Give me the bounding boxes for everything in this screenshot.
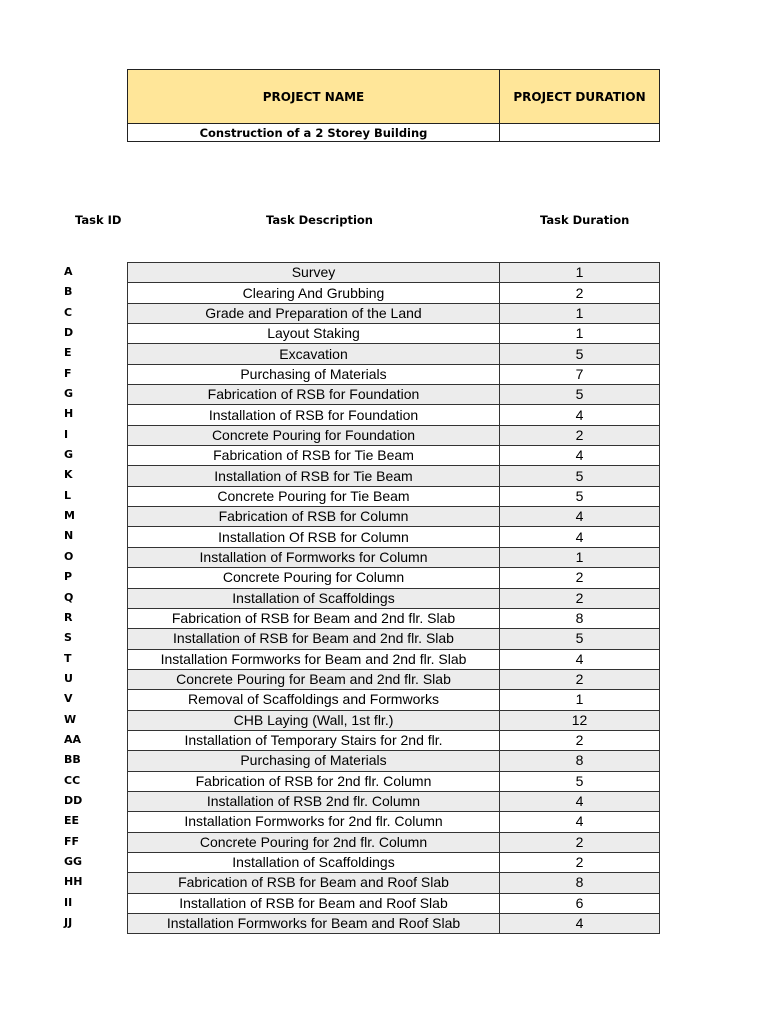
task-description-cell[interactable]: Purchasing of Materials — [128, 751, 500, 771]
table-row — [128, 446, 660, 466]
task-id: A — [64, 265, 73, 278]
task-duration-cell[interactable]: 1 — [500, 547, 660, 567]
table-row — [128, 649, 660, 669]
task-duration-cell[interactable]: 7 — [500, 364, 660, 384]
task-description-cell[interactable]: Fabrication of RSB for Beam and Roof Slab — [128, 873, 500, 893]
task-id: N — [64, 529, 74, 543]
table-row — [128, 669, 660, 689]
task-id: K — [64, 468, 73, 482]
task-id: M — [64, 509, 75, 523]
table-row — [128, 486, 660, 506]
task-description-cell[interactable]: Installation of Scaffoldings — [128, 852, 500, 872]
task-duration-cell[interactable]: 5 — [500, 771, 660, 791]
table-row — [128, 812, 660, 832]
task-duration-cell[interactable]: 4 — [500, 446, 660, 466]
table-row — [128, 385, 660, 405]
project-duration-value[interactable] — [500, 124, 660, 142]
table-row — [128, 568, 660, 588]
task-id: BB — [64, 753, 81, 767]
task-id: FF — [64, 834, 80, 848]
task-id: W — [64, 712, 77, 726]
table-row — [128, 914, 660, 934]
task-description-cell[interactable]: Fabrication of RSB for Column — [128, 507, 500, 527]
task-duration-cell[interactable]: 5 — [500, 466, 660, 486]
task-description-cell[interactable]: Concrete Pouring for Beam and 2nd flr. Slab — [128, 669, 500, 689]
task-description-cell[interactable]: Installation of RSB 2nd flr. Column — [128, 791, 500, 811]
task-duration-cell[interactable]: 2 — [500, 588, 660, 608]
table-row — [128, 730, 660, 750]
task-description-cell[interactable]: Concrete Pouring for Tie Beam — [128, 486, 500, 506]
task-duration-cell[interactable]: 4 — [500, 527, 660, 547]
task-id: II — [64, 895, 73, 909]
task-duration-cell[interactable]: 1 — [500, 263, 660, 283]
task-id-list — [64, 262, 104, 933]
task-duration-cell[interactable]: 5 — [500, 629, 660, 649]
task-id: B — [64, 285, 73, 299]
table-row — [128, 507, 660, 527]
task-description-cell[interactable]: Fabrication of RSB for Foundation — [128, 385, 500, 405]
task-description-cell[interactable]: Installation of RSB for Foundation — [128, 405, 500, 425]
task-duration-cell[interactable]: 1 — [500, 303, 660, 323]
task-description-cell[interactable]: Purchasing of Materials — [128, 364, 500, 384]
task-description-cell[interactable]: Installation Of RSB for Column — [128, 527, 500, 547]
task-id-heading: Task ID — [75, 213, 122, 227]
task-table — [127, 262, 660, 934]
task-duration-cell[interactable]: 5 — [500, 344, 660, 364]
task-duration-heading: Task Duration — [540, 213, 630, 227]
table-row — [128, 527, 660, 547]
task-id: U — [64, 671, 73, 685]
table-row — [128, 588, 660, 608]
task-description-cell[interactable]: Fabrication of RSB for 2nd flr. Column — [128, 771, 500, 791]
task-description-cell[interactable]: Fabrication of RSB for Beam and 2nd flr. Slab — [128, 608, 500, 628]
task-id: G — [64, 387, 74, 401]
task-duration-cell[interactable]: 1 — [500, 324, 660, 344]
table-row — [128, 771, 660, 791]
task-description-cell[interactable]: Grade and Preparation of the Land — [128, 303, 500, 323]
project-name-value[interactable]: Construction of a 2 Storey Building — [128, 124, 500, 142]
task-description-cell[interactable]: Concrete Pouring for Column — [128, 568, 500, 588]
task-description-cell[interactable]: Concrete Pouring for 2nd flr. Column — [128, 832, 500, 852]
task-id: T — [64, 651, 72, 665]
task-duration-cell[interactable]: 5 — [500, 385, 660, 405]
task-duration-cell[interactable]: 8 — [500, 608, 660, 628]
task-duration-cell[interactable]: 4 — [500, 914, 660, 934]
task-id: JJ — [64, 916, 73, 929]
task-description-cell[interactable]: Survey — [128, 263, 500, 283]
task-duration-cell[interactable]: 4 — [500, 791, 660, 811]
table-row — [128, 629, 660, 649]
task-duration-cell[interactable]: 4 — [500, 812, 660, 832]
table-row — [128, 466, 660, 486]
task-duration-cell[interactable]: 4 — [500, 507, 660, 527]
task-description-cell[interactable]: Fabrication of RSB for Tie Beam — [128, 446, 500, 466]
table-row — [128, 405, 660, 425]
table-row — [128, 873, 660, 893]
task-duration-cell[interactable]: 8 — [500, 873, 660, 893]
task-description-cell[interactable]: Installation Formworks for Beam and Roof Slab — [128, 914, 500, 934]
table-row — [128, 324, 660, 344]
task-description-cell[interactable]: Excavation — [128, 344, 500, 364]
table-row — [128, 751, 660, 771]
task-duration-cell[interactable]: 4 — [500, 405, 660, 425]
table-row — [128, 263, 660, 283]
task-duration-cell[interactable]: 6 — [500, 893, 660, 913]
task-id: I — [64, 427, 69, 441]
task-id: D — [64, 326, 74, 340]
task-duration-cell[interactable]: 2 — [500, 669, 660, 689]
table-row — [128, 710, 660, 730]
task-description-cell[interactable]: Clearing And Grubbing — [128, 283, 500, 303]
task-description-cell[interactable]: CHB Laying (Wall, 1st flr.) — [128, 710, 500, 730]
task-id: GG — [64, 854, 83, 868]
task-duration-cell[interactable]: 4 — [500, 649, 660, 669]
task-duration-cell[interactable]: 8 — [500, 751, 660, 771]
task-description-cell[interactable]: Installation of RSB for Beam and 2nd flr. Slab — [128, 629, 500, 649]
task-description-cell[interactable]: Installation of Scaffoldings — [128, 588, 500, 608]
task-duration-cell[interactable]: 2 — [500, 425, 660, 445]
task-id: P — [64, 570, 73, 584]
task-duration-cell[interactable]: 2 — [500, 568, 660, 588]
project-duration-header: PROJECT DURATION — [500, 70, 660, 124]
task-id: S — [64, 631, 72, 645]
task-duration-cell[interactable]: 2 — [500, 852, 660, 872]
task-duration-cell[interactable]: 12 — [500, 710, 660, 730]
task-id: AA — [64, 732, 82, 746]
table-row — [128, 283, 660, 303]
task-id: G — [64, 448, 74, 462]
task-id: Q — [64, 590, 74, 604]
task-id: EE — [64, 814, 80, 828]
table-row — [128, 690, 660, 710]
task-description-cell[interactable]: Removal of Scaffoldings and Formworks — [128, 690, 500, 710]
task-duration-cell[interactable]: 1 — [500, 690, 660, 710]
task-duration-cell[interactable]: 2 — [500, 832, 660, 852]
task-id: R — [64, 610, 73, 624]
task-description-cell[interactable]: Layout Staking — [128, 324, 500, 344]
task-description-cell[interactable]: Installation of RSB for Beam and Roof Slab — [128, 893, 500, 913]
task-description-heading: Task Description — [266, 213, 373, 227]
task-duration-cell[interactable]: 2 — [500, 283, 660, 303]
task-id: C — [64, 305, 73, 319]
task-duration-cell[interactable]: 2 — [500, 730, 660, 750]
task-id: HH — [64, 875, 83, 889]
table-row — [128, 364, 660, 384]
task-description-cell[interactable]: Installation Formworks for 2nd flr. Column — [128, 812, 500, 832]
table-row — [128, 425, 660, 445]
task-description-cell[interactable]: Installation Formworks for Beam and 2nd flr. Slab — [128, 649, 500, 669]
task-id: DD — [64, 793, 83, 807]
table-row — [128, 344, 660, 364]
table-row — [128, 832, 660, 852]
task-description-cell[interactable]: Concrete Pouring for Foundation — [128, 425, 500, 445]
task-description-cell[interactable]: Installation of Formworks for Column — [128, 547, 500, 567]
task-id: E — [64, 346, 72, 360]
table-row — [128, 303, 660, 323]
task-duration-cell[interactable]: 5 — [500, 486, 660, 506]
task-description-cell[interactable]: Installation of Temporary Stairs for 2nd flr. — [128, 730, 500, 750]
table-row — [128, 852, 660, 872]
table-row — [128, 547, 660, 567]
task-id: H — [64, 407, 74, 421]
task-id: V — [64, 692, 73, 706]
task-description-cell[interactable]: Installation of RSB for Tie Beam — [128, 466, 500, 486]
project-name-header: PROJECT NAME — [128, 70, 500, 124]
table-row — [128, 608, 660, 628]
table-row — [128, 893, 660, 913]
project-info-table — [127, 69, 660, 142]
task-id: L — [64, 488, 72, 502]
table-row — [128, 791, 660, 811]
task-id: CC — [64, 773, 81, 787]
task-id: O — [64, 549, 74, 563]
task-id: F — [64, 366, 72, 380]
